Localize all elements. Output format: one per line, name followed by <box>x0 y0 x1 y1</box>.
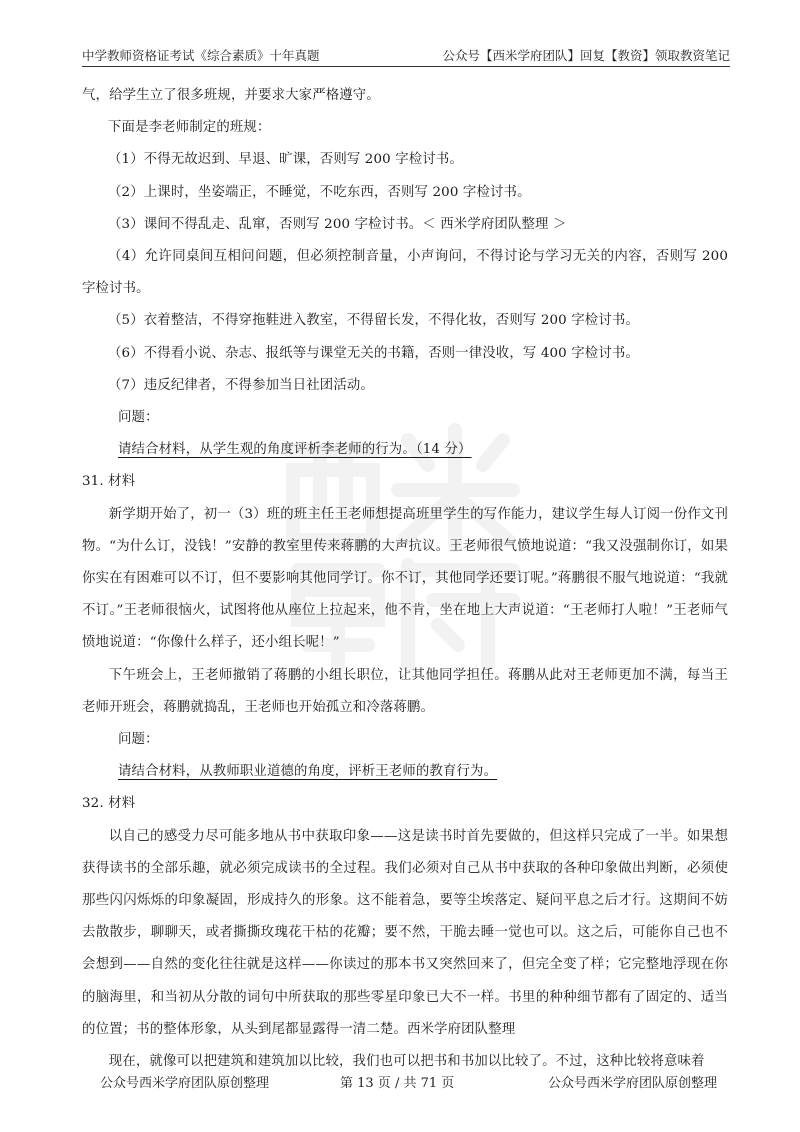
question-label: 问题： <box>118 410 159 426</box>
header-book-title: 中学教师资格证考试《综合素质》十年真题 <box>82 48 320 63</box>
rule-item: （3）课间不得乱走、乱窜，否则写 200 字检讨书。＜ 西米学府团队整理 ＞ <box>108 216 567 232</box>
paragraph: 气，给学生立了很多班规，并要求大家严格遵守。 <box>82 88 380 103</box>
paragraph: 现在，就像可以把建筑和建筑加以比较，我们也可以把书和书加以比较了。不过，这种比较将意味着 <box>108 1054 705 1070</box>
header-promo: 公众号【西米学府团队】回复【教资】领取教资笔记 <box>442 48 730 63</box>
rule-item: （7）违反纪律者，不得参加当日社团活动。 <box>108 377 374 393</box>
page-header <box>82 44 730 67</box>
section-heading: 32. 材料 <box>82 796 136 812</box>
rule-item: （5）衣着整洁，不得穿拖鞋进入教室，不得留长发，不得化妆，否则写 200 字检讨书。 <box>108 313 639 329</box>
paragraph: 以自己的感受力尽可能多地从书中获取印象——这是读书时首先要做的，但这样只完成了一半。如果想获得读书的全部乐趣，就必须完成读书的全过程。我们必须对自己从书中获取的各种印象做出判断，必须使那些闪闪烁烁的印象凝固，形成持久的形象。这不能着急，要等尘埃落定、疑问平息之后才行。这期间不妨去散散步，聊聊天，或者撕撕玫瑰花干枯的花瓣；要不然，干脆去睡一觉也可以。这之后，可能你自己也不会想到——自然的变化往往就是这样——你读过的那本书又突然回来了，但完全变了样；它完整地浮现在你的脑海里，和当初从分散的词句中所获取的那些零星印象已大不一样。书里的种种细节都有了固定的、适当的位置；书的整体形象，从头到尾都显露得一清二楚。西米学府团队整理 <box>82 828 728 1037</box>
question-task <box>82 434 728 466</box>
rule-item: （6）不得看小说、杂志、报纸等与课堂无关的书籍，否则一律没收，写 400 字检讨书。 <box>108 345 639 361</box>
page-footer <box>0 1072 800 1092</box>
paragraph: 新学期开始了，初一（3）班的班主任王老师想提高班里学生的写作能力，建议学生每人订阅一份作文刊物。“为什么订，没钱！”安静的教室里传来蒋鹏的大声抗议。王老师很气愤地说道：“我又没强制你订，如果你实在有困难可以不订，但不要影响其他同学订。你不订，其他同学还要订呢。”蒋鹏很不服气地说道：“我就不订。”王老师很恼火，试图将他从座位上拉起来，他不肯，坐在地上大声说道：“王老师打人啦！”王老师气愤地说道：“你像什么样子，还小组长呢！” <box>82 506 728 651</box>
paragraph: 下面是李老师制定的班规： <box>108 120 271 136</box>
question-text: 请结合材料，从教师职业道德的角度，评析王老师的教育行为。 <box>118 764 498 780</box>
section-heading: 31. 材料 <box>82 474 136 490</box>
question-task <box>82 756 728 788</box>
page-number: 第 13 页 / 共 71 页 <box>340 1076 455 1091</box>
question-text: 请结合材料，从学生观的角度评析李老师的行为。（14 分） <box>118 442 472 458</box>
question-label: 问题： <box>118 732 159 748</box>
footer-right: 公众号西米学府团队原创整理 <box>548 1076 718 1091</box>
footer-left: 公众号西米学府团队原创整理 <box>100 1076 270 1091</box>
document-body <box>82 80 728 1078</box>
paragraph: 下午班会上，王老师撤销了蒋鹏的小组长职位，让其他同学担任。蒋鹏从此对王老师更加不满，每当王老师开班会，蒋鹏就捣乱，王老师也开始孤立和冷落蒋鹏。 <box>82 667 728 715</box>
rule-item: （2）上课时，坐姿端正，不睡觉，不吃东西，否则写 200 字检讨书。 <box>108 184 531 200</box>
rule-item: （1）不得无故迟到、早退、旷课，否则写 200 字检讨书。 <box>108 152 463 168</box>
rule-item: （4）允许同桌间互相问问题，但必须控制音量，小声询问，不得讨论与学习无关的内容，否则写 200 字检讨书。 <box>82 249 728 297</box>
